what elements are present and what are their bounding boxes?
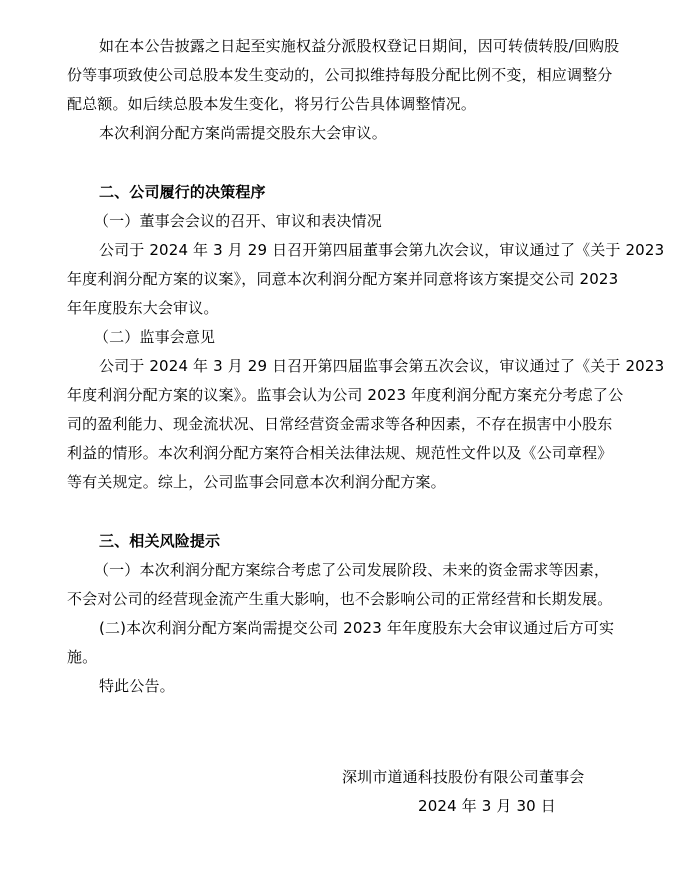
section-heading: 三、相关风险提示 [99, 532, 221, 550]
paragraph-line: 不会对公司的经营现金流产生重大影响，也不会影响公司的正常经营和长期发展。 [67, 590, 613, 608]
paragraph-line: 年度利润分配方案的议案》，同意本次利润分配方案并同意将该方案提交公司 2023 [67, 270, 619, 288]
paragraph-line: （一）本次利润分配方案综合考虑了公司发展阶段、未来的资金需求等因素， [94, 561, 610, 579]
signature-company: 深圳市道通科技股份有限公司董事会 [342, 768, 585, 786]
subsection-title: （二）监事会意见 [94, 328, 216, 346]
paragraph-line: 配总额。如后续总股本发生变化，将另行公告具体调整情况。 [67, 95, 477, 113]
section-heading: 二、公司履行的决策程序 [99, 183, 266, 201]
paragraph-line: 公司于 2024 年 3 月 29 日召开第四届监事会第五次会议，审议通过了《关于 2023 [99, 357, 665, 375]
paragraph-line: 司的盈利能力、现金流状况、日常经营资金需求等各种因素，不存在损害中小股东 [67, 415, 613, 433]
closing-text: 特此公告。 [99, 677, 175, 695]
paragraph-line: 如在本公告披露之日起至实施权益分派股权登记日期间，因可转债转股/回购股 [99, 37, 620, 55]
paragraph-line: 等有关规定。综上，公司监事会同意本次利润分配方案。 [67, 473, 446, 491]
paragraph-line: 年年度股东大会审议。 [67, 299, 219, 317]
paragraph-line: 本次利润分配方案尚需提交股东大会审议。 [99, 124, 387, 142]
paragraph-line: 施。 [67, 648, 98, 666]
paragraph-line: 份等事项致使公司总股本发生变动的，公司拟维持每股分配比例不变，相应调整分 [67, 66, 613, 84]
signature-date: 2024 年 3 月 30 日 [418, 797, 556, 815]
paragraph-line: 年度利润分配方案的议案》。监事会认为公司 2023 年度利润分配方案充分考虑了公 [67, 386, 624, 404]
subsection-title: （一）董事会会议的召开、审议和表决情况 [94, 212, 382, 230]
paragraph-line: 公司于 2024 年 3 月 29 日召开第四届董事会第九次会议，审议通过了《关于 2023 [99, 241, 665, 259]
paragraph-line: 利益的情形。本次利润分配方案符合相关法律法规、规范性文件以及《公司章程》 [67, 444, 613, 462]
paragraph-line: (二)本次利润分配方案尚需提交公司 2023 年年度股东大会审议通过后方可实 [99, 619, 615, 637]
